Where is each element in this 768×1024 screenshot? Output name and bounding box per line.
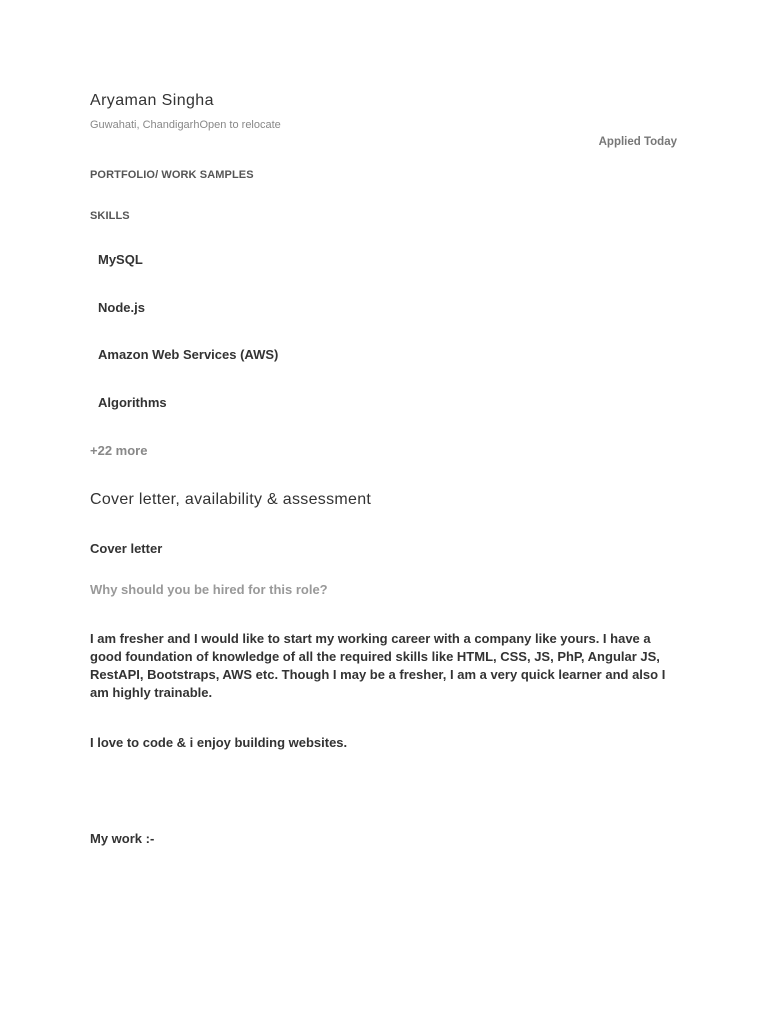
skill-item-mysql: MySQL — [98, 252, 143, 267]
more-skills-link[interactable]: +22 more — [90, 443, 148, 458]
cover-letter-subheading: Cover letter — [90, 541, 163, 556]
cover-letter-paragraph: I love to code & i enjoy building websites. — [90, 735, 348, 750]
cover-letter-paragraph: I am fresher and I would like to start my working career with a company like yours. I have a good foundation of knowledge of all the required skills like HTML, CSS, JS, PhP, Angular JS, RestAPI, Bootstraps, AWS etc. Though I may be a fresher, I am a very quick learner and also I am highly trainable. — [90, 631, 666, 700]
skill-item-nodejs: Node.js — [98, 300, 145, 315]
candidate-location: Guwahati, ChandigarhOpen to relocate — [90, 119, 281, 131]
skill-item-algorithms: Algorithms — [98, 395, 167, 410]
cover-letter-question: Why should you be hired for this role? — [90, 582, 328, 597]
applied-status: Applied Today — [598, 136, 677, 148]
candidate-name: Aryaman Singha — [90, 92, 214, 109]
skills-section-label: SKILLS — [90, 210, 130, 222]
cover-letter-section-heading: Cover letter, availability & assessment — [90, 491, 372, 508]
portfolio-section-label: PORTFOLIO/ WORK SAMPLES — [90, 169, 254, 181]
my-work-label: My work :- — [90, 831, 155, 846]
skill-item-aws: Amazon Web Services (AWS) — [98, 347, 279, 362]
